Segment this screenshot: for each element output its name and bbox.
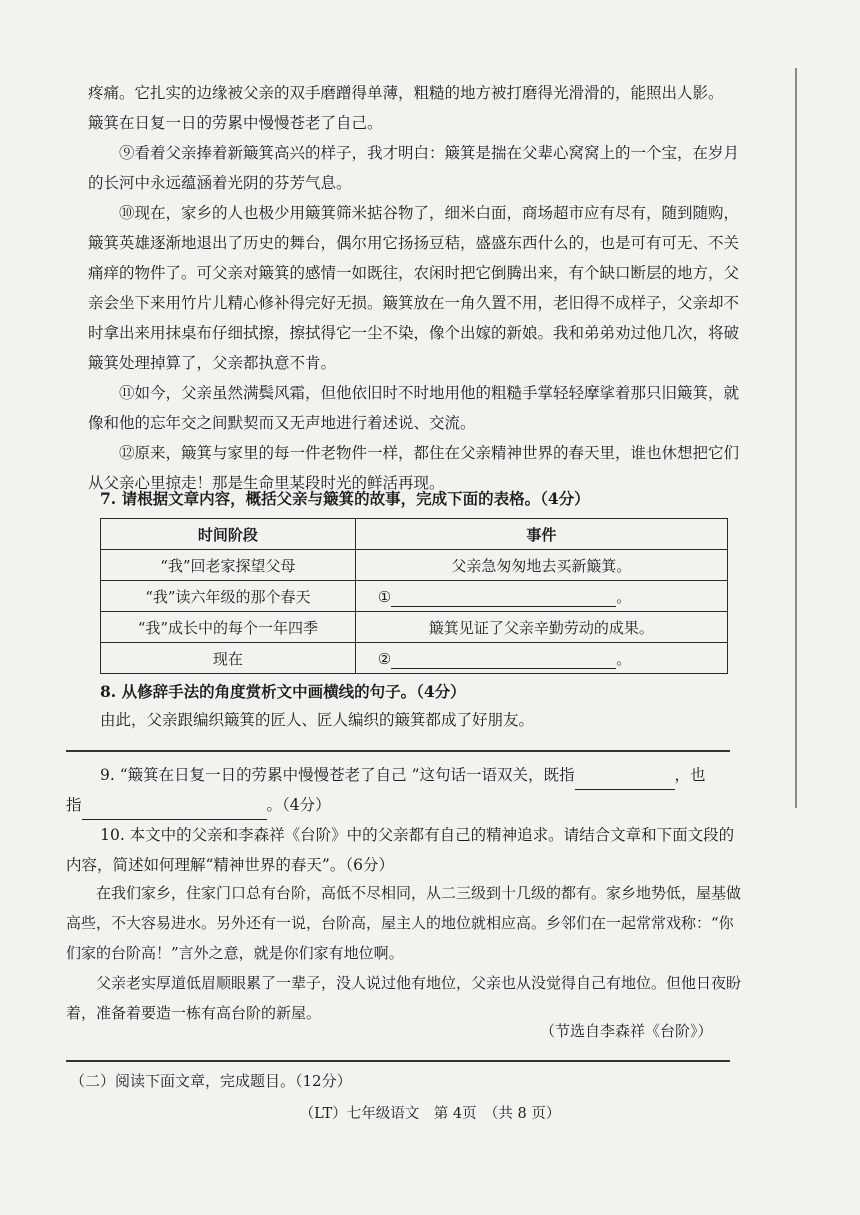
excerpt-paragraph: 在我们家乡，住家门口总有台阶，高低不尽相同，从二三级到十几级的都有。家乡地势低，屋基做高些，不大容易进水。另外还有一说，台阶高，屋主人的地位就相应高。乡邻们在一起常常戏称：“你们家的台阶高！”言外之意，就是你们家有地位啊。 [66,884,742,962]
table-row [101,643,728,674]
header-stage: 时间阶段 [101,519,356,550]
stage-cell: 现在 [101,643,356,674]
table-header-row [101,519,728,550]
header-event: 事件 [355,519,727,550]
page-footer: （LT）七年级语文 第 4页 （共 8 页） [299,1106,561,1122]
paragraph-8-last: 簸箕在日复一日的劳累中慢慢苍老了自己。 [88,114,383,132]
question-8: 8. 从修辞手法的角度赏析文中画横线的句子。（4分） [100,682,466,701]
section-2-heading: （二）阅读下面文章，完成题目。（12分） [70,1072,352,1090]
taijie-excerpt [66,878,746,1028]
paragraph-9: ⑨看着父亲捧着新簸箕高兴的样子，我才明白：簸箕是揣在父辈心窝窝上的一个宝，在岁月的长河中永远蕴涵着光阴的芬芳气息。 [88,144,740,192]
table-row [101,581,728,612]
blank-marker: ① [377,587,392,606]
paragraph-12: ⑫原来，簸箕与家里的每一件老物件一样，都住在父亲精神世界的春天里，谁也休想把它们从父亲心里掠走！那是生命里某段时光的鲜活再现。 [88,444,740,492]
answer-blank-1[interactable]: ① 。 [355,581,727,612]
excerpt-paragraph: 父亲老实厚道低眉顺眼累了一辈子，没人说过他有地位，父亲也从没觉得自己有地位。但他日夜盼着，准备着要造一栋有高台阶的新屋。 [66,974,742,1022]
paragraph-8-end: 疼痛。它扎实的边缘被父亲的双手磨蹭得单薄，粗糙的地方被打磨得光滑滑的，能照出人影。 [88,84,724,102]
answer-line-10[interactable] [66,1060,730,1062]
stage-cell: “我”回老家探望父母 [101,550,356,581]
blank-marker: ② [377,649,392,668]
story-table [100,518,728,674]
stage-cell: “我”读六年级的那个春天 [101,581,356,612]
excerpt-source: （节选自李森祥《台阶》） [540,1022,713,1040]
question-8-sentence: 由此，父亲跟编织簸箕的匠人、匠人编织的簸箕都成了好朋友。 [100,711,535,729]
answer-blank-2[interactable]: ② 。 [355,643,727,674]
answer-line-8[interactable] [66,750,730,752]
question-10: 10. 本文中的父亲和李森祥《台阶》中的父亲都有自己的精神追求。请结合文章和下面文段的内容，简述如何理解“精神世界的春天”。（6分） [66,826,735,874]
paragraph-11: ⑪如今，父亲虽然满鬓风霜，但他依旧时不时地用他的粗糙手掌轻轻摩挲着那只旧簸箕，就像和他的忘年交之间默契而又无声地进行着述说、交流。 [88,384,740,432]
question-7: 7. 请根据文章内容，概括父亲与簸箕的故事，完成下面的表格。（4分） [100,489,590,508]
event-cell: 父亲急匆匆地去买新簸箕。 [355,550,727,581]
paragraph-10: ⑩现在，家乡的人也极少用簸箕筛米掂谷物了，细米白面，商场超市应有尽有，随到随购，簸箕英雄逐渐地退出了历史的舞台，偶尔用它扬扬豆秸，盛盛东西什么的，也是可有可无、不关痛痒的物件了。可父亲对簸箕的感情一如既往，农闲时把它倒腾出来，有个缺口断层的地方，父亲会坐下来用竹片儿精心修补得完好无损。簸箕放在一角久置不用，老旧得不成样子，父亲却不时拿出来用抹桌布仔细拭擦，擦拭得它一尘不染，像个出嫁的新娘。我和弟弟劝过他几次，将破簸箕处理掉算了，父亲都执意不肯。 [88,204,740,372]
event-cell: 簸箕见证了父亲辛勤劳动的成果。 [355,612,727,643]
table-row [101,612,728,643]
stage-cell: “我”成长中的每个一年四季 [101,612,356,643]
table-row [101,550,728,581]
margin-line [795,68,797,808]
question-9-cont: 指 。（4分） [66,790,721,820]
article-continuation [88,78,743,498]
question-9: 9. “簸箕在日复一日的劳累中慢慢苍老了自己 ”这句话一语双关，既指 ，也 [100,760,740,790]
